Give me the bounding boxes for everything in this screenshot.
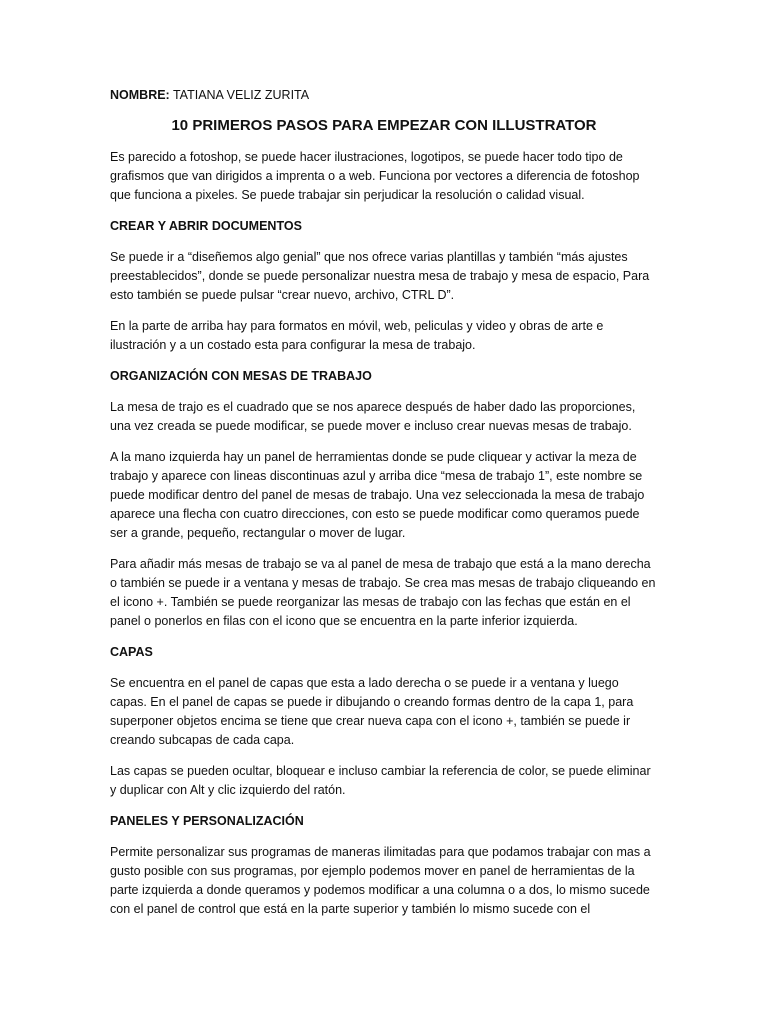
author-name: TATIANA VELIZ ZURITA	[169, 88, 310, 102]
section-paragraph: La mesa de trajo es el cuadrado que se nos aparece después de haber dado las proporciones, una vez creada se puede modificar, se puede mover e incluso crear nuevas mesas de trabajo.	[110, 400, 636, 433]
section-heading-capas: CAPAS	[110, 645, 153, 659]
section-heading-paneles: PANELES Y PERSONALIZACIÓN	[110, 814, 304, 828]
section-paragraph: Se puede ir a “diseñemos algo genial” que nos ofrece varias plantillas y también “más ajustes preestablecidos”, donde se puede personalizar nuestra mesa de trabajo y mesa de espacio, Para esto también se puede pulsar “crear nuevo, archivo, CTRL D”.	[110, 250, 650, 302]
intro-paragraph: Es parecido a fotoshop, se puede hacer ilustraciones, logotipos, se puede hacer todo tipo de grafismos que van dirigidos a imprenta o a web. Funciona por vectores a diferencia de fotoshop que funciona a pixeles. Se puede trabajar sin perjudicar la resolución o calidad visual.	[110, 150, 640, 202]
section-paragraph: A la mano izquierda hay un panel de herramientas donde se pude cliquear y activar la meza de trabajo y aparece con lineas discontinuas azul y arriba dice “mesa de trabajo 1”, este nombre se puede modificar dentro del panel de mesas de trabajo. Una vez seleccionada la mesa de trabajo aparece una flecha con cuatro direcciones, con esto se puede modificar como queramos puede ser a grande, pequeño, rectangular o mover de lugar.	[110, 450, 645, 540]
document-body	[110, 86, 658, 931]
section-paragraph: Las capas se pueden ocultar, bloquear e incluso cambiar la referencia de color, se puede eliminar y duplicar con Alt y clic izquierdo del ratón.	[110, 764, 651, 797]
section-heading-organizacion: ORGANIZACIÓN CON MESAS DE TRABAJO	[110, 369, 372, 383]
section-paragraph: En la parte de arriba hay para formatos en móvil, web, peliculas y video y obras de arte e ilustración y a un costado esta para configurar la mesa de trabajo.	[110, 319, 604, 352]
author-label: NOMBRE:	[110, 88, 170, 102]
section-paragraph: Se encuentra en el panel de capas que esta a lado derecha o se puede ir a ventana y luego capas. En el panel de capas se puede ir dibujando o creando formas dentro de la capa 1, para superponer objetos encima se tiene que crear nueva capa con el icono +, también se puede ir creando subcapas de cada capa.	[110, 676, 634, 747]
section-paragraph: Permite personalizar sus programas de maneras ilimitadas para que podamos trabajar con mas a gusto posible con sus programas, por ejemplo podemos mover en panel de herramientas de la parte izquierda a donde queramos y podemos modificar a una columna o a dos, lo mismo sucede con el panel de control que está en la parte superior y también lo mismo sucede con el	[110, 845, 651, 916]
author-line	[110, 86, 658, 104]
section-paragraph: Para añadir más mesas de trabajo se va al panel de mesa de trabajo que está a la mano derecha o también se puede ir a ventana y mesas de trabajo. Se crea mas mesas de trabajo cliqueando en el icono +. También se puede reorganizar las mesas de trabajo con las fechas que están en el panel o ponerlos en filas con el icono que se encuentra en la parte inferior izquierda.	[110, 557, 656, 628]
section-heading-crear: CREAR Y ABRIR DOCUMENTOS	[110, 219, 302, 233]
document-title: 10 PRIMEROS PASOS PARA EMPEZAR CON ILLUSTRATOR	[171, 117, 597, 134]
